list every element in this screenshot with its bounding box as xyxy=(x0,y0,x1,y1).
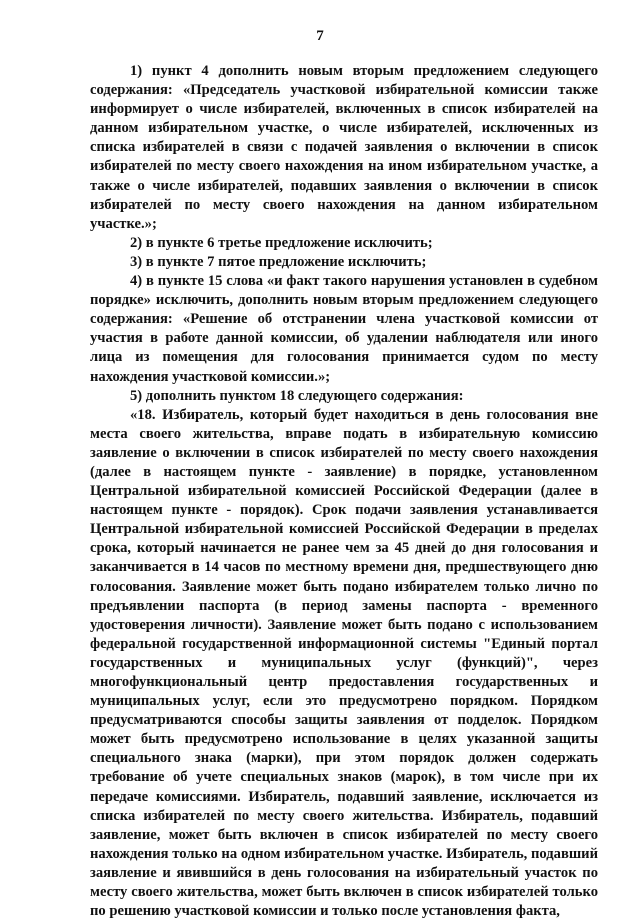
page-number: 7 xyxy=(316,28,324,44)
document-body xyxy=(90,62,598,921)
paragraph-item-4: 4) в пункте 15 слова «и факт такого нарушения установлен в судебном порядке» исключить, дополнить новым вторым предложением следующего содержания: «Решение об отстранении члена участковой комиссии от участия в работе данной комиссии, об удалении наблюдателя или иного лица из помещения для голосования принимается судом по месту нахождения участковой комиссии.»; xyxy=(90,273,598,385)
paragraph-clause-18: «18. Избиратель, который будет находиться в день голосования вне места своего жительства, вправе подать в избирательную комиссию заявление о включении в список избирателей по месту своего нахождения (далее в настоящем пункте - заявление) в порядке, установленном Центральной избирательной комиссией Российской Федерации (далее в настоящем пункте - порядок). Срок подачи заявления устанавливается Центральной избирательной комиссией Российской Федерации в пределах срока, который начинается не ранее чем за 45 дней до дня голосования и заканчивается в 14 часов по местному времени дня, предшествующего дню голосования. Заявление может быть подано избирателем только лично по предъявлении паспорта (в период замены паспорта - временного удостоверения личности). Заявление может быть подано с использованием федеральной государственной информационной системы "Единый портал государственных и муниципальных услуг (функций)", через многофункциональный центр предоставления государственных и муниципальных услуг, если это предусмотрено порядком. Порядком предусматриваются способы защиты заявления от подделок. Порядком может быть предусмотрено использование в целях указанной защиты специального знака (марки), при этом порядок должен содержать требование об учете специальных знаков (марок), в том числе при их передаче комиссиями. Избиратель, подавший заявление, исключается из списка избирателей по месту своего жительства. Избиратель, подавший заявление, может быть включен в список избирателей по месту своего нахождения только на одном избирательном участке. Избиратель, подавший заявление и явившийся в день голосования на избирательный участок по месту своего жительства, может быть включен в список избирателей только по решению участковой комиссии и только после установления факта, xyxy=(90,406,598,920)
paragraph-item-2: 2) в пункте 6 третье предложение исключить; xyxy=(130,234,433,251)
paragraph-item-5: 5) дополнить пунктом 18 следующего содержания: xyxy=(130,387,464,404)
paragraph-item-1: 1) пункт 4 дополнить новым вторым предложением следующего содержания: «Председатель участковой избирательной комиссии также информирует о числе избирателей, включенных в список избирателей на данном избирательном участке, о числе избирателей, исключенных из списка избирателей в связи с подачей заявления о включении в список избирателей по месту своего нахождения на ином избирательном участке, а также о числе избирателей, подавших заявления о включении в список избирателей по месту своего нахождения на данном избирательном участке.»; xyxy=(90,63,598,232)
paragraph-item-3: 3) в пункте 7 пятое предложение исключить; xyxy=(130,253,427,270)
